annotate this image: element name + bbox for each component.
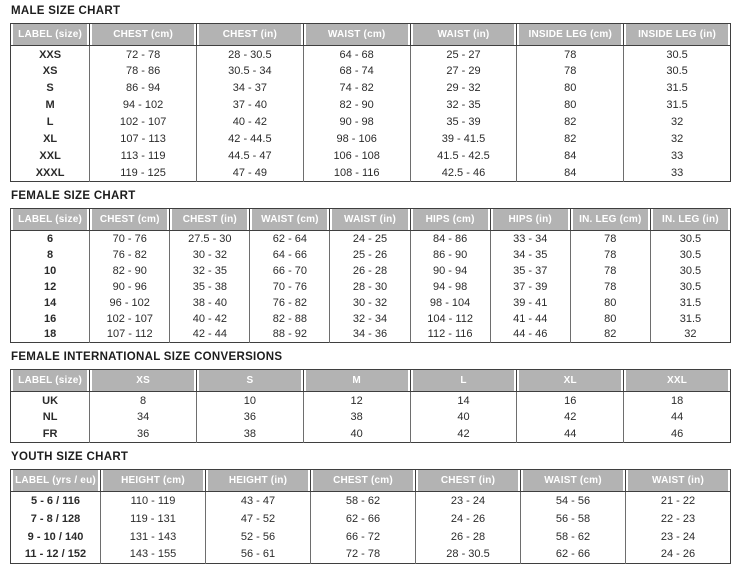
table-row [11, 492, 731, 510]
value-cell: 78 [570, 263, 650, 279]
table-row [11, 295, 731, 311]
section-female-size-chart [10, 190, 731, 343]
value-cell: 94 - 98 [410, 279, 490, 295]
row-label-cell: 6 [47, 233, 54, 246]
value-cell: 30.5 [624, 63, 731, 80]
column-header: INSIDE LEG (cm) [517, 24, 624, 46]
column-header: XL [517, 370, 624, 392]
section-youth-size-chart [10, 451, 731, 564]
table-row [11, 114, 731, 131]
value-cell: 72 - 78 [311, 546, 416, 564]
column-header: CHEST (in) [196, 24, 303, 46]
value-cell: 38 [196, 426, 303, 443]
value-cell: 41 - 44 [490, 311, 570, 327]
row-label-cell: 16 [43, 312, 57, 325]
value-cell: 25 - 27 [410, 46, 517, 63]
header-row [11, 24, 731, 46]
female-size-chart-head [11, 209, 731, 231]
female-international-size-conversions-head [11, 370, 731, 392]
row-label-cell: NL [42, 411, 58, 423]
row-label-cell: 5 - 6 / 116 [31, 495, 80, 508]
value-cell: 26 - 28 [330, 263, 410, 279]
column-header: HIPS (in) [490, 209, 570, 231]
row-label-cell: 12 [43, 280, 57, 293]
column-header: CHEST (in) [416, 470, 521, 492]
value-cell: 84 [517, 148, 624, 165]
value-cell: 80 [517, 80, 624, 97]
column-header: LABEL (size) [11, 370, 90, 392]
value-cell: 64 - 66 [250, 247, 330, 263]
value-cell: 38 [303, 409, 410, 426]
table-row [11, 80, 731, 97]
value-cell: 131 - 143 [101, 528, 206, 546]
row-label-cell: UK [42, 394, 59, 407]
value-cell: 31.5 [624, 80, 731, 97]
value-cell: 35 - 37 [490, 263, 570, 279]
value-cell: 25 - 26 [330, 247, 410, 263]
value-cell: 31.5 [650, 311, 730, 327]
value-cell: 96 - 102 [90, 295, 170, 311]
value-cell: 16 [517, 392, 624, 409]
table-row [11, 131, 731, 148]
table-row [11, 263, 731, 279]
column-header: WAIST (in) [330, 209, 410, 231]
female-international-size-conversions-table [10, 369, 731, 443]
value-cell: 62 - 64 [250, 231, 330, 247]
table-row [11, 409, 731, 426]
value-cell: 82 - 90 [303, 97, 410, 114]
value-cell: 43 - 47 [206, 492, 311, 510]
value-cell: 28 - 30.5 [196, 46, 303, 63]
value-cell: 80 [570, 311, 650, 327]
value-cell: 44 [517, 426, 624, 443]
table-row [11, 426, 731, 443]
value-cell: 110 - 119 [101, 492, 206, 510]
value-cell: 64 - 68 [303, 46, 410, 63]
youth-size-chart-body [11, 492, 731, 564]
row-label-cell: XS [42, 65, 58, 77]
value-cell: 30.5 [624, 46, 731, 63]
column-header: HIPS (cm) [410, 209, 490, 231]
female-international-size-conversions-body [11, 392, 731, 443]
column-header: M [303, 370, 410, 392]
value-cell: 28 - 30.5 [416, 546, 521, 564]
column-header: WAIST (in) [626, 470, 731, 492]
section-male-size-chart [10, 5, 731, 182]
value-cell: 32 [650, 327, 730, 343]
value-cell: 86 - 90 [410, 247, 490, 263]
value-cell: 32 [624, 114, 731, 131]
value-cell: 32 - 35 [170, 263, 250, 279]
value-cell: 30.5 [650, 279, 730, 295]
value-cell: 82 - 90 [90, 263, 170, 279]
value-cell: 38 - 40 [170, 295, 250, 311]
value-cell: 33 [624, 148, 731, 165]
value-cell: 28 - 30 [330, 279, 410, 295]
column-header: S [196, 370, 303, 392]
column-header: WAIST (cm) [303, 24, 410, 46]
value-cell: 14 [410, 392, 517, 409]
row-label-cell: XXXL [35, 166, 65, 179]
value-cell: 33 [624, 165, 731, 182]
row-label-cell: 10 [43, 264, 57, 277]
column-header: CHEST (cm) [311, 470, 416, 492]
value-cell: 31.5 [624, 97, 731, 114]
value-cell: 42 [517, 409, 624, 426]
value-cell: 42 - 44.5 [196, 131, 303, 148]
value-cell: 56 - 61 [206, 546, 311, 564]
value-cell: 32 - 34 [330, 311, 410, 327]
value-cell: 58 - 62 [311, 492, 416, 510]
value-cell: 82 [517, 131, 624, 148]
youth-size-chart-title: YOUTH SIZE CHART [11, 451, 129, 463]
value-cell: 90 - 96 [90, 279, 170, 295]
column-header: LABEL (size) [11, 24, 90, 46]
value-cell: 47 - 49 [196, 165, 303, 182]
youth-size-chart-table [10, 469, 731, 564]
value-cell: 34 - 36 [330, 327, 410, 343]
value-cell: 36 [196, 409, 303, 426]
value-cell: 78 [517, 46, 624, 63]
value-cell: 86 - 94 [90, 80, 197, 97]
value-cell: 108 - 116 [303, 165, 410, 182]
value-cell: 37 - 40 [196, 97, 303, 114]
value-cell: 42.5 - 46 [410, 165, 517, 182]
column-header: WAIST (cm) [521, 470, 626, 492]
table-row [11, 546, 731, 564]
row-label-cell: XL [43, 133, 58, 145]
table-row [11, 311, 731, 327]
column-header: INSIDE LEG (in) [624, 24, 731, 46]
section-female-international-size-conversions [10, 351, 731, 443]
row-label-cell: XXL [39, 150, 61, 162]
column-header: XXL [624, 370, 731, 392]
value-cell: 34 - 37 [196, 80, 303, 97]
value-cell: 88 - 92 [250, 327, 330, 343]
column-header: WAIST (cm) [250, 209, 330, 231]
value-cell: 80 [517, 97, 624, 114]
table-row [11, 247, 731, 263]
header-row [11, 470, 731, 492]
value-cell: 54 - 56 [521, 492, 626, 510]
value-cell: 44 [624, 409, 731, 426]
value-cell: 24 - 26 [416, 510, 521, 528]
value-cell: 29 - 32 [410, 80, 517, 97]
value-cell: 113 - 119 [90, 148, 197, 165]
value-cell: 39 - 41.5 [410, 131, 517, 148]
column-header: IN. LEG (in) [650, 209, 730, 231]
value-cell: 78 [570, 247, 650, 263]
female-size-chart-body [11, 231, 731, 343]
value-cell: 44 - 46 [490, 327, 570, 343]
value-cell: 102 - 107 [90, 311, 170, 327]
value-cell: 18 [624, 392, 731, 409]
male-size-chart-head [11, 24, 731, 46]
value-cell: 76 - 82 [250, 295, 330, 311]
value-cell: 34 [90, 409, 197, 426]
value-cell: 80 [570, 295, 650, 311]
value-cell: 27 - 29 [410, 63, 517, 80]
female-size-chart-table [10, 208, 731, 343]
row-label-cell: L [46, 116, 54, 128]
value-cell: 82 [517, 114, 624, 131]
value-cell: 56 - 58 [521, 510, 626, 528]
column-header: LABEL (size) [11, 209, 90, 231]
column-header: WAIST (in) [410, 24, 517, 46]
value-cell: 35 - 38 [170, 279, 250, 295]
value-cell: 90 - 98 [303, 114, 410, 131]
value-cell: 112 - 116 [410, 327, 490, 343]
row-label-cell: FR [42, 427, 58, 440]
value-cell: 98 - 106 [303, 131, 410, 148]
value-cell: 30 - 32 [170, 247, 250, 263]
value-cell: 119 - 131 [101, 510, 206, 528]
value-cell: 107 - 112 [90, 327, 170, 343]
value-cell: 32 - 35 [410, 97, 517, 114]
table-row [11, 46, 731, 63]
value-cell: 46 [624, 426, 731, 443]
value-cell: 8 [90, 392, 197, 409]
value-cell: 34 - 35 [490, 247, 570, 263]
value-cell: 78 [570, 279, 650, 295]
value-cell: 84 [517, 165, 624, 182]
value-cell: 40 [303, 426, 410, 443]
table-row [11, 231, 731, 247]
value-cell: 78 - 86 [90, 63, 197, 80]
value-cell: 106 - 108 [303, 148, 410, 165]
value-cell: 30.5 [650, 231, 730, 247]
value-cell: 39 - 41 [490, 295, 570, 311]
value-cell: 42 - 44 [170, 327, 250, 343]
column-header: CHEST (cm) [90, 209, 170, 231]
value-cell: 26 - 28 [416, 528, 521, 546]
value-cell: 82 - 88 [250, 311, 330, 327]
column-header: HEIGHT (cm) [101, 470, 206, 492]
row-label-cell: 7 - 8 / 128 [30, 512, 81, 525]
value-cell: 90 - 94 [410, 263, 490, 279]
table-row [11, 528, 731, 546]
value-cell: 30.5 - 34 [196, 63, 303, 80]
row-label-cell: 8 [47, 248, 54, 261]
value-cell: 40 [410, 409, 517, 426]
table-row [11, 148, 731, 165]
value-cell: 30.5 [650, 263, 730, 279]
male-size-chart-table [10, 23, 731, 182]
value-cell: 12 [303, 392, 410, 409]
value-cell: 66 - 72 [311, 528, 416, 546]
header-row [11, 370, 731, 392]
value-cell: 68 - 74 [303, 63, 410, 80]
row-label-cell: 18 [43, 328, 57, 341]
value-cell: 36 [90, 426, 197, 443]
value-cell: 23 - 24 [416, 492, 521, 510]
value-cell: 94 - 102 [90, 97, 197, 114]
value-cell: 41.5 - 42.5 [410, 148, 517, 165]
female-size-chart-title: FEMALE SIZE CHART [11, 190, 136, 202]
value-cell: 78 [570, 231, 650, 247]
table-row [11, 279, 731, 295]
table-row [11, 327, 731, 343]
value-cell: 37 - 39 [490, 279, 570, 295]
value-cell: 119 - 125 [90, 165, 197, 182]
male-size-chart-body [11, 46, 731, 182]
value-cell: 42 [410, 426, 517, 443]
value-cell: 35 - 39 [410, 114, 517, 131]
value-cell: 24 - 26 [626, 546, 731, 564]
value-cell: 24 - 25 [330, 231, 410, 247]
value-cell: 102 - 107 [90, 114, 197, 131]
value-cell: 21 - 22 [626, 492, 731, 510]
value-cell: 47 - 52 [206, 510, 311, 528]
value-cell: 62 - 66 [311, 510, 416, 528]
column-header: IN. LEG (cm) [570, 209, 650, 231]
column-header: L [410, 370, 517, 392]
value-cell: 44.5 - 47 [196, 148, 303, 165]
value-cell: 143 - 155 [101, 546, 206, 564]
value-cell: 23 - 24 [626, 528, 731, 546]
value-cell: 40 - 42 [196, 114, 303, 131]
column-header: CHEST (in) [170, 209, 250, 231]
row-label-cell: 9 - 10 / 140 [27, 530, 84, 543]
value-cell: 72 - 78 [90, 46, 197, 63]
value-cell: 32 [624, 131, 731, 148]
row-label-cell: 14 [43, 296, 57, 309]
value-cell: 76 - 82 [90, 247, 170, 263]
row-label-cell: M [45, 99, 55, 111]
value-cell: 10 [196, 392, 303, 409]
value-cell: 30.5 [650, 247, 730, 263]
table-row [11, 165, 731, 182]
value-cell: 33 - 34 [490, 231, 570, 247]
table-row [11, 392, 731, 409]
value-cell: 74 - 82 [303, 80, 410, 97]
row-label-cell: 11 - 12 / 152 [24, 548, 87, 561]
column-header: LABEL (yrs / eu) [11, 470, 101, 492]
row-label-cell: XXS [39, 48, 62, 61]
value-cell: 82 [570, 327, 650, 343]
value-cell: 104 - 112 [410, 311, 490, 327]
female-international-size-conversions-title: FEMALE INTERNATIONAL SIZE CONVERSIONS [11, 351, 283, 363]
value-cell: 58 - 62 [521, 528, 626, 546]
header-row [11, 209, 731, 231]
column-header: CHEST (cm) [90, 24, 197, 46]
value-cell: 52 - 56 [206, 528, 311, 546]
value-cell: 40 - 42 [170, 311, 250, 327]
value-cell: 27.5 - 30 [170, 231, 250, 247]
table-row [11, 510, 731, 528]
value-cell: 62 - 66 [521, 546, 626, 564]
male-size-chart-title: MALE SIZE CHART [11, 5, 121, 17]
column-header: HEIGHT (in) [206, 470, 311, 492]
value-cell: 98 - 104 [410, 295, 490, 311]
value-cell: 70 - 76 [250, 279, 330, 295]
value-cell: 70 - 76 [90, 231, 170, 247]
value-cell: 78 [517, 63, 624, 80]
column-header: XS [90, 370, 197, 392]
value-cell: 31.5 [650, 295, 730, 311]
youth-size-chart-head [11, 470, 731, 492]
table-row [11, 63, 731, 80]
value-cell: 84 - 86 [410, 231, 490, 247]
value-cell: 107 - 113 [90, 131, 197, 148]
value-cell: 66 - 70 [250, 263, 330, 279]
value-cell: 22 - 23 [626, 510, 731, 528]
row-label-cell: S [46, 82, 54, 94]
value-cell: 30 - 32 [330, 295, 410, 311]
table-row [11, 97, 731, 114]
